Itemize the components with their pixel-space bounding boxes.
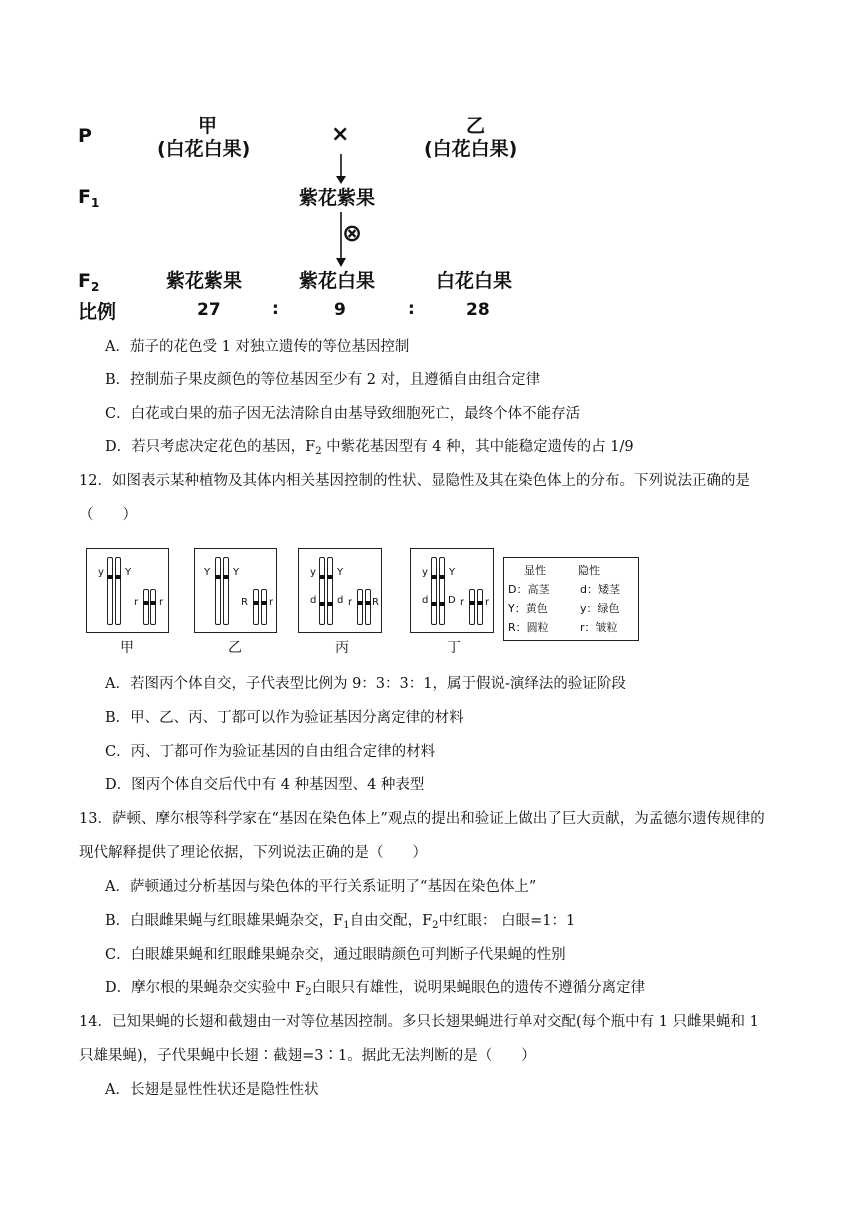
f2-phenotype-1: 紫花紫果 <box>166 270 243 292</box>
chromosome <box>469 589 475 625</box>
legend-header-recessive: 隐性 <box>578 564 600 577</box>
chromosome <box>319 557 325 625</box>
q11-option-c: C．白花或白果的茄子因无法清除自由基导致细胞死亡，最终个体不能存活 <box>105 406 581 422</box>
q11-option-b: B．控制茄子果皮颜色的等位基因至少有 2 对，且遵循自由组合定律 <box>105 372 541 388</box>
chromosome-panel-ding <box>410 548 494 633</box>
ratio-value-3: 28 <box>466 300 490 320</box>
q13-option-b: B．白眼雌果蝇与红眼雄果蝇杂交，$F_1$自由交配，$F_2$中红眼： 白眼=1：1 <box>105 913 576 931</box>
allele-label: d <box>422 595 429 606</box>
allele-label: Y <box>125 567 132 578</box>
q11-option-a: A．茄子的花色受 1 对独立遗传的等位基因控制 <box>105 339 410 355</box>
allele-label: y <box>310 567 316 578</box>
allele-label: r <box>348 597 353 608</box>
chromosome <box>477 589 483 625</box>
allele-label: r <box>134 597 139 608</box>
parent-a-phenotype: (白花白果) <box>157 138 251 160</box>
legend-header-dominant: 显性 <box>524 564 546 577</box>
chromosome-panel-jia <box>86 548 169 633</box>
chromosome <box>107 557 113 625</box>
chromosome <box>357 589 363 625</box>
panel-caption: 丙 <box>335 640 349 656</box>
ratio-label: 比例 <box>78 301 117 323</box>
chromosome <box>223 557 229 625</box>
legend-recessive: r：皱粒 <box>580 621 618 634</box>
q12-option-d: D．图丙个体自交后代中有 4 种基因型、4 种表型 <box>105 777 425 793</box>
allele-label: Y <box>337 567 344 578</box>
chromosome <box>150 589 156 625</box>
parent-b-phenotype: (白花白果) <box>424 138 518 160</box>
parent-b-name: 乙 <box>466 115 486 137</box>
legend-recessive: d：矮茎 <box>580 583 620 596</box>
generation-f1-label: $F_1$ <box>78 186 100 210</box>
allele-label: r <box>269 597 274 608</box>
allele-label: D <box>448 595 456 606</box>
allele-label: R <box>372 597 379 608</box>
legend-dominant: R：圆粒 <box>508 621 549 634</box>
allele-label: d <box>310 595 317 606</box>
allele-label: Y <box>449 567 456 578</box>
chromosome <box>365 589 371 625</box>
q12-stem-line-2: （ ） <box>79 507 137 523</box>
allele-label: r <box>485 597 490 608</box>
chromosome <box>253 589 259 625</box>
chromosome <box>261 589 267 625</box>
q14-stem-line-2: 只雄果蝇)，子代果蝇中长翅∶截翅=3∶1。据此无法判断的是（ ） <box>79 1048 536 1064</box>
chromosome-panel-yi <box>194 548 277 633</box>
q12-option-a: A．若图丙个体自交，子代表型比例为 9：3：3：1，属于假说-演绎法的验证阶段 <box>105 676 626 692</box>
allele-label: y <box>98 567 104 578</box>
allele-label: R <box>241 597 248 608</box>
generation-f2-label: $F_2$ <box>78 270 100 294</box>
ratio-value-2: 9 <box>334 300 346 320</box>
allele-label: Y <box>233 567 240 578</box>
q12-option-b: B．甲、乙、丙、丁都可以作为验证基因分离定律的材料 <box>105 710 464 726</box>
q12-option-c: C．丙、丁都可作为验证基因的自由组合定律的材料 <box>105 744 436 760</box>
f2-phenotype-3: 白花白果 <box>436 270 513 292</box>
allele-label: Y <box>204 567 211 578</box>
chromosome-panel-bing <box>298 548 382 633</box>
q13-option-a: A．萨顿通过分析基因与染色体的平行关系证明了“基因在染色体上” <box>105 879 537 895</box>
chromosome <box>439 557 445 625</box>
f2-phenotype-2: 紫花白果 <box>299 270 376 292</box>
q11-option-d: D．若只考虑决定花色的基因，$F_2$ 中紫花基因型有 4 种，其中能稳定遗传的占 1/9 <box>105 439 634 457</box>
ratio-colon-2: : <box>408 299 415 319</box>
allele-label: y <box>422 567 428 578</box>
q13-stem-line-1: 13．萨顿、摩尔根等科学家在“基因在染色体上”观点的提出和验证上做出了巨大贡献，为孟德尔遗传规律的 <box>79 811 765 827</box>
panel-caption: 甲 <box>120 640 134 656</box>
chromosome <box>431 557 437 625</box>
chromosome <box>115 557 121 625</box>
allele-label: d <box>337 595 344 606</box>
cross-symbol: × <box>331 122 350 147</box>
trait-legend <box>503 557 639 641</box>
q14-option-a: A．长翅是显性性状还是隐性性状 <box>105 1082 319 1098</box>
allele-label: r <box>159 597 164 608</box>
legend-dominant: Y：黄色 <box>508 602 548 615</box>
legend-recessive: y：绿色 <box>580 602 620 615</box>
ratio-value-1: 27 <box>197 300 221 320</box>
chromosome <box>143 589 149 625</box>
q13-stem-line-2: 现代解释提供了理论依据，下列说法正确的是（ ） <box>79 845 427 861</box>
chromosome <box>215 557 221 625</box>
ratio-colon-1: : <box>272 299 279 319</box>
f1-phenotype: 紫花紫果 <box>299 187 376 209</box>
generation-p-label: P <box>78 125 92 147</box>
parent-a-name: 甲 <box>198 115 218 137</box>
selfing-symbol: ⊗ <box>342 219 363 247</box>
chromosome <box>327 557 333 625</box>
q12-stem-line-1: 12．如图表示某种植物及其体内相关基因控制的性状、显隐性及其在染色体上的分布。下列说法正确的是 <box>79 473 750 489</box>
panel-caption: 丁 <box>447 640 461 656</box>
legend-dominant: D：高茎 <box>508 583 550 596</box>
q13-option-c: C．白眼雄果蝇和红眼雌果蝇杂交，通过眼睛颜色可判断子代果蝇的性别 <box>105 947 566 963</box>
cross-arrows <box>330 150 354 270</box>
q14-stem-line-1: 14．已知果蝇的长翅和截翅由一对等位基因控制。多只长翅果蝇进行单对交配(每个瓶中有 1 只雌果蝇和 1 <box>79 1014 759 1030</box>
q13-option-d: D．摩尔根的果蝇杂交实验中 $F_2$白眼只有雄性，说明果蝇眼色的遗传不遵循分离定律 <box>105 980 646 998</box>
panel-caption: 乙 <box>228 640 242 656</box>
allele-label: r <box>460 597 465 608</box>
